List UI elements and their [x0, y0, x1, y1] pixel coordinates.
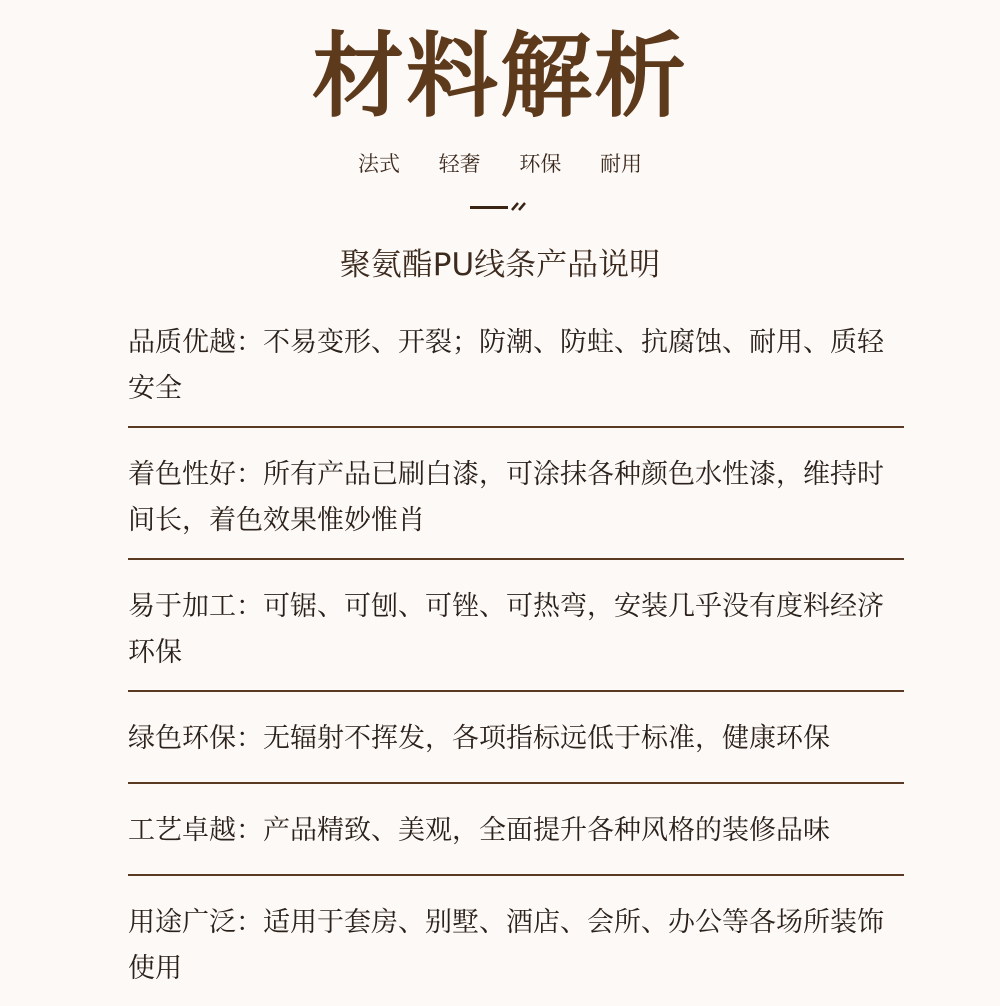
- tag-eco: 环保: [519, 152, 562, 176]
- spec-item-craft: [128, 806, 904, 874]
- spec-text: 易于加工：可锯、可刨、可锉、可热弯，安装几乎没有度料经济环保: [128, 591, 884, 668]
- spec-item-usage: [128, 898, 904, 1006]
- spec-item-quality: [128, 318, 904, 426]
- spec-text: 工艺卓越：产品精致、美观，全面提升各种风格的装修品味: [128, 815, 830, 846]
- ornament-divider-icon: [470, 200, 530, 214]
- tag-light-luxury: 轻奢: [438, 152, 481, 176]
- spec-item-processing: [128, 582, 904, 690]
- spec-item-coloring: [128, 450, 904, 558]
- page-title: 材料解析: [311, 23, 688, 130]
- spec-text: 用途广泛：适用于套房、别墅、酒店、会所、办公等各场所装饰使用: [128, 907, 884, 984]
- spec-text: 品质优越：不易变形、开裂；防潮、防蛀、抗腐蚀、耐用、质轻安全: [128, 327, 884, 404]
- spec-item-green: [128, 714, 904, 782]
- tag-durable: 耐用: [600, 152, 643, 176]
- spec-text: 绿色环保：无辐射不挥发，各项指标远低于标准，健康环保: [128, 723, 830, 754]
- tag-french: 法式: [357, 152, 400, 176]
- product-subtitle: 聚氨酯PU线条产品说明: [339, 247, 661, 283]
- spec-list: [128, 318, 904, 1006]
- tagline: [0, 150, 1000, 178]
- spec-text: 着色性好：所有产品已刷白漆，可涂抹各种颜色水性漆，维持时间长，着色效果惟妙惟肖: [128, 459, 884, 536]
